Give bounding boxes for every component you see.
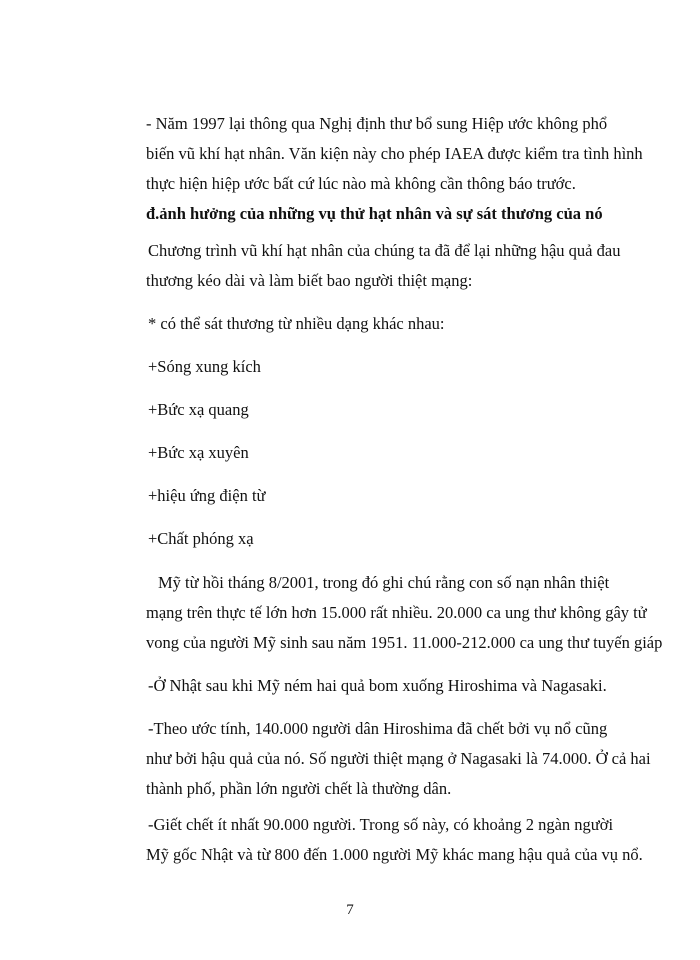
paragraph-5-line-3: thành phố, phần lớn người chết là thường dân. [146, 779, 452, 798]
paragraph-1-line-2: biến vũ khí hạt nhân. Văn kiện này cho phép IAEA được kiểm tra tình hình [146, 144, 643, 163]
damage-type-item: +Bức xạ xuyên [148, 443, 249, 462]
paragraph-1-line-3: thực hiện hiệp ước bất cứ lúc nào mà không cần thông báo trước. [146, 174, 576, 193]
paragraph-3-line-2: mạng trên thực tế lớn hơn 15.000 rất nhiều. 20.000 ca ung thư không gây tử [146, 603, 647, 622]
paragraph-6-line-1: -Giết chết ít nhất 90.000 người. Trong số này, có khoảng 2 ngàn người [148, 815, 614, 834]
paragraph-2-line-1: Chương trình vũ khí hạt nhân của chúng ta đã để lại những hậu quả đau [148, 241, 621, 260]
damage-type-item: +Sóng xung kích [148, 357, 261, 376]
paragraph-3-line-3: vong của người Mỹ sinh sau năm 1951. 11.000-212.000 ca ung thư tuyến giáp [146, 633, 663, 652]
damage-type-item: +Bức xạ quang [148, 400, 249, 419]
paragraph-5-line-1: -Theo ước tính, 140.000 người dân Hiroshima đã chết bởi vụ nổ cũng [148, 719, 608, 738]
section-heading: đ.ảnh hưởng của những vụ thử hạt nhân và sự sát thương của nó [146, 204, 603, 223]
page-number: 7 [346, 902, 354, 918]
damage-type-item: +hiệu ứng điện từ [148, 486, 266, 505]
paragraph-3-line-1: Mỹ từ hồi tháng 8/2001, trong đó ghi chú rằng con số nạn nhân thiệt [158, 573, 610, 592]
paragraph-1-line-1: - Năm 1997 lại thông qua Nghị định thư bổ sung Hiệp ước không phổ [146, 114, 608, 133]
list-intro: * có thể sát thương từ nhiều dạng khác nhau: [148, 314, 445, 333]
damage-type-item: +Chất phóng xạ [148, 529, 254, 548]
paragraph-6-line-2: Mỹ gốc Nhật và từ 800 đến 1.000 người Mỹ khác mang hậu quả của vụ nổ. [146, 845, 643, 864]
paragraph-2-line-2: thương kéo dài và làm biết bao người thiệt mạng: [146, 271, 473, 290]
paragraph-4: -Ở Nhật sau khi Mỹ ném hai quả bom xuống Hiroshima và Nagasaki. [148, 676, 607, 695]
paragraph-5-line-2: như bởi hậu quả của nó. Số người thiệt mạng ở Nagasaki là 74.000. Ở cả hai [146, 749, 651, 768]
